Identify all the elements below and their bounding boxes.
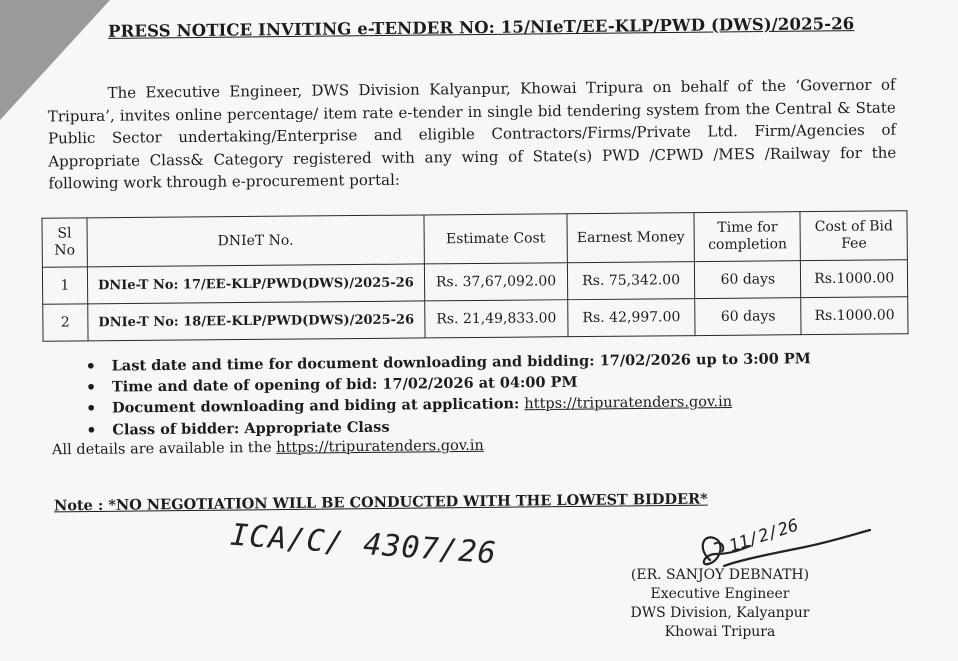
- header-dniet: DNIeT No.: [87, 215, 425, 267]
- cell-dniet: DNIe-T No: 17/EE-KLP/PWD(DWS)/2025-26: [87, 264, 424, 304]
- cell-dniet: DNIe-T No: 18/EE-KLP/PWD(DWS)/2025-26: [88, 301, 425, 341]
- page-title: PRESS NOTICE INVITING e-TENDER NO: 15/NIeT/EE-KLP/PWD (DWS)/2025-26: [107, 14, 855, 41]
- note-line: [54, 491, 708, 515]
- bullet-class: Class of bidder: Appropriate Class: [112, 418, 390, 439]
- bullet-last-date: Last date and time for document downloading and bidding: 17/02/2026 up to 3:00 PM: [111, 350, 811, 375]
- header-estimate: Estimate Cost: [424, 214, 568, 264]
- header-sl-no: Sl No: [42, 218, 87, 267]
- details-line: [52, 438, 484, 459]
- signatory-designation: Executive Engineer: [650, 586, 790, 602]
- table-header-row: [42, 211, 907, 268]
- cell-earnest: Rs. 42,997.00: [568, 299, 695, 337]
- tender-details-list: [86, 348, 812, 441]
- cell-estimate: Rs. 37,67,092.00: [424, 263, 567, 301]
- details-portal-link[interactable]: https://tripuratenders.gov.in: [276, 437, 484, 456]
- handwritten-reference: ICA/C/ 4307/26: [229, 517, 498, 572]
- cell-sl: 1: [42, 267, 87, 304]
- header-time-line1: Time for: [717, 219, 778, 236]
- header-fee: [800, 211, 907, 261]
- cell-sl: 2: [43, 304, 88, 341]
- signatory-name: (ER. SANJOY DEBNATH): [630, 567, 810, 583]
- table-row: [43, 297, 908, 342]
- bullet-download-label: Document downloading and biding at application:: [112, 395, 525, 417]
- signatory-block: [600, 566, 840, 642]
- cell-fee: Rs.1000.00: [801, 297, 908, 335]
- header-time: [694, 212, 801, 262]
- cell-estimate: Rs. 21,49,833.00: [425, 300, 568, 338]
- header-time-line2: completion: [708, 236, 788, 253]
- cell-earnest: Rs. 75,342.00: [567, 262, 694, 300]
- cell-time: 60 days: [695, 298, 802, 336]
- note-text: *NO NEGOTIATION WILL BE CONDUCTED WITH THE LOWEST BIDDER*: [108, 490, 708, 514]
- header-earnest: Earnest Money: [567, 213, 695, 263]
- intro-paragraph: The Executive Engineer, DWS Division Kalyanpur, Khowai Tripura on behalf of the ‘Governor of Tripura’, invites online percentage/ item rate e-tender in single bid tendering system from the Central & State Public Sector undertaking/Enterprise and eligible Contractors/Firms/Private Ltd. Firm/Agencies of Appropriate Class& Category registered with any wing of State(s) PWD /CPWD /MES /Railway for the following work through e-procurement portal:: [47, 75, 897, 193]
- header-fee-line1: Cost of Bid: [814, 218, 893, 236]
- note-label: Note :: [53, 496, 109, 515]
- header-fee-line2: Fee: [841, 235, 867, 252]
- signatory-location: Khowai Tripura: [664, 624, 776, 640]
- cell-time: 60 days: [695, 261, 802, 299]
- tender-table: [41, 210, 908, 342]
- signatory-division: DWS Division, Kalyanpur: [630, 605, 810, 621]
- cell-fee: Rs.1000.00: [801, 260, 908, 298]
- signature-date: 11/2/26: [726, 515, 801, 557]
- tenders-portal-link[interactable]: https://tripuratenders.gov.in: [524, 394, 733, 413]
- bullet-opening: Time and date of opening of bid: 17/02/2026 at 04:00 PM: [111, 373, 578, 396]
- details-text: All details are available in the: [51, 439, 277, 459]
